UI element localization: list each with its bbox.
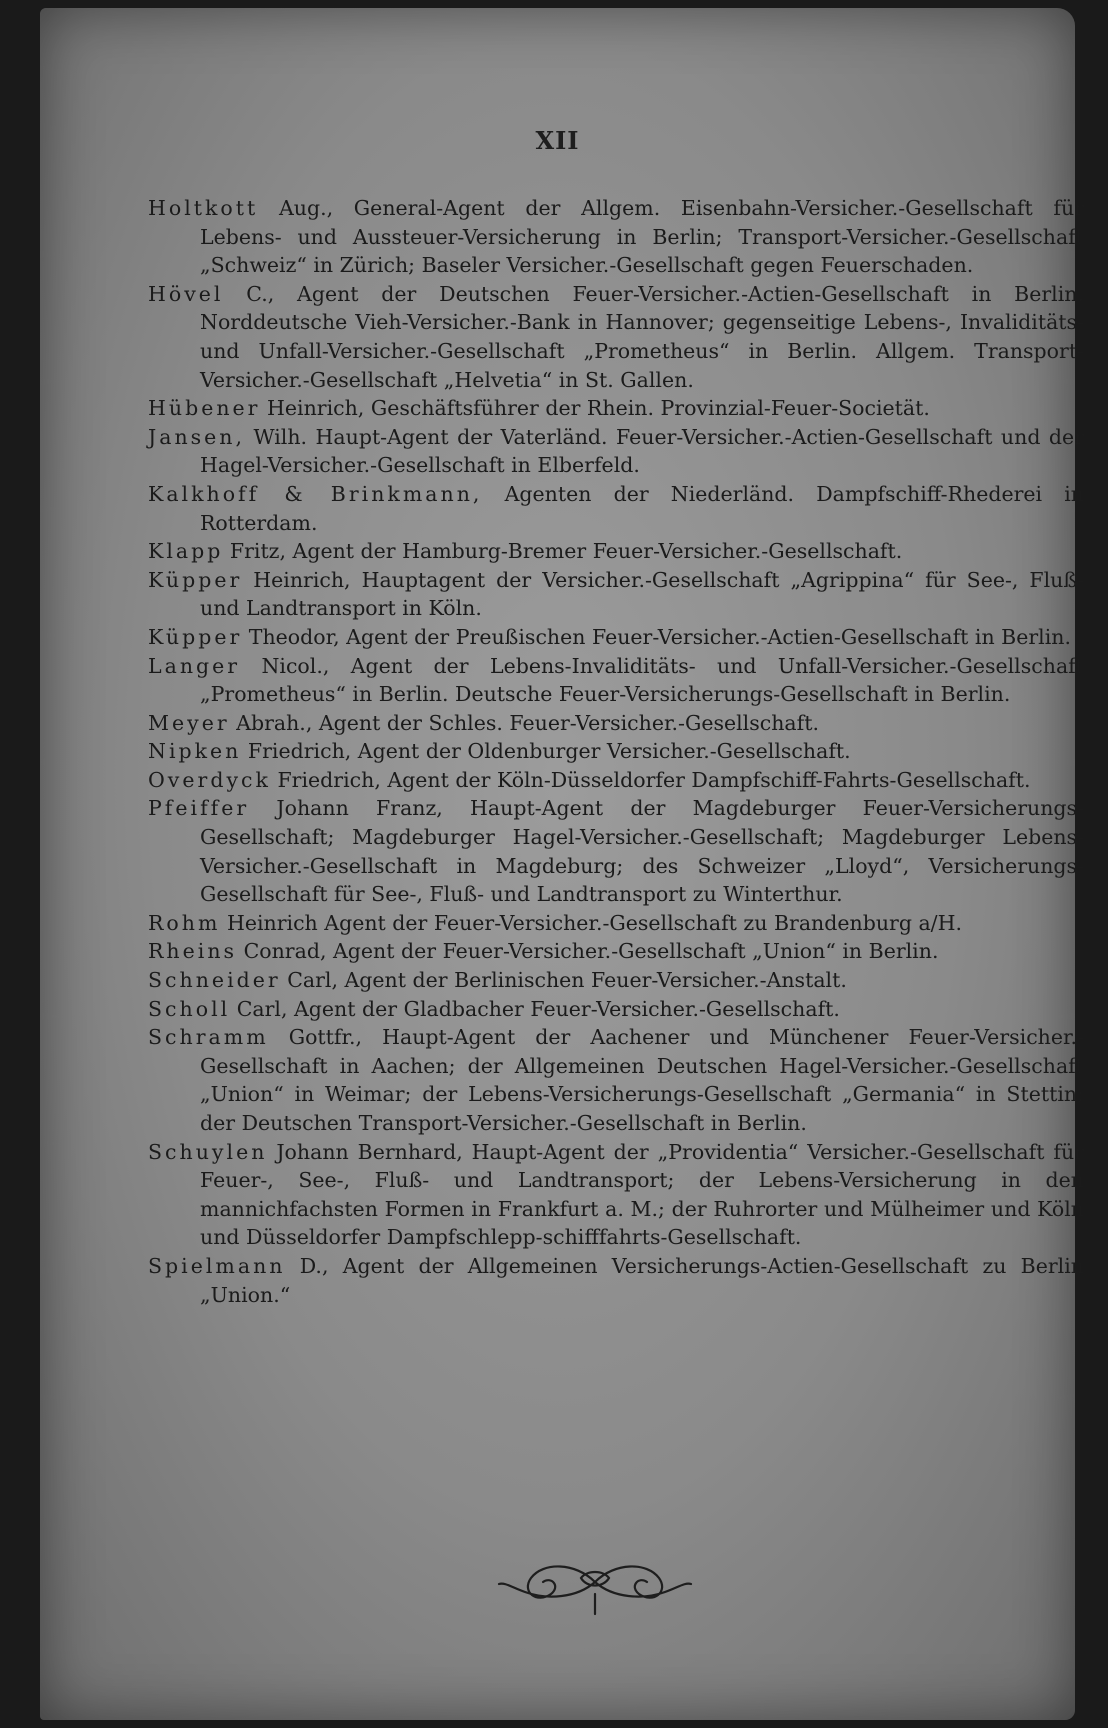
list-entry: [148, 1023, 1084, 1137]
entry-text: Heinrich Agent der Feuer-Versicher.-Gesellschaft zu Brandenburg a/H.: [220, 910, 962, 935]
ornament-icon: [495, 1548, 695, 1628]
list-entry: [148, 995, 1084, 1024]
list-entry: [148, 537, 1084, 566]
list-entry: [148, 766, 1084, 795]
entry-text: C., Agent der Deutschen Feuer-Versicher.-Actien-Gesellschaft in Berlin. Norddeutsche Vieh-Versicher.-Bank in Hannover; gegenseitige Lebens-, Invaliditäts- und Unfall-Versicher.-Gesellschaft „Prometheus“ in Berlin. Allgem. Transport-Versicher.-Gesellschaft „Helvetia“ in St. Gallen.: [200, 281, 1084, 392]
entry-name: Hövel: [148, 281, 224, 306]
entry-name: Rohm: [148, 910, 221, 935]
entry-name: Küpper: [148, 567, 243, 592]
entry-text: Friedrich, Agent der Köln-Düsseldorfer Dampfschiff-Fahrts-Gesellschaft.: [270, 767, 1031, 792]
list-entry: [148, 794, 1084, 908]
entry-text: Aug., General-Agent der Allgem. Eisenbahn-Versicher.-Gesellschaft für Lebens- und Aussteuer-Versicherung in Berlin; Transport-Versicher.-Gesellschaft „Schweiz“ in Zürich; Baseler Versicher.-Gesellschaft gegen Feuerschaden.: [200, 196, 1084, 278]
entry-text: Gottfr., Haupt-Agent der Aachener und Münchener Feuer-Versicher.-Gesellschaft in Aachen; der Allgemeinen Deutschen Hagel-Versicher.-Gesellschaft „Union“ in Weimar; der Lebens-Versicherungs-Gesellschaft „Germania“ in Stettin; der Deutschen Transport-Versicher.-Gesellschaft in Berlin.: [200, 1025, 1084, 1135]
entry-text: Wilh. Haupt-Agent der Vaterländ. Feuer-Versicher.-Actien-Gesellschaft und der Hagel-Versicher.-Gesellschaft in Elberfeld.: [200, 424, 1084, 478]
entry-text: Friedrich, Agent der Oldenburger Versicher.-Gesellschaft.: [241, 739, 851, 764]
entry-text: D., Agent der Allgemeinen Versicherungs-Actien-Gesellschaft zu Berlin „Union.“: [200, 1253, 1084, 1307]
entry-name: Overdyck: [148, 767, 271, 792]
entry-name: Rheins: [148, 939, 238, 964]
entry-name: Meyer: [148, 710, 230, 735]
entry-name: Küpper: [148, 624, 243, 649]
entry-text: Nicol., Agent der Lebens-Invaliditäts- und Unfall-Versicher.-Gesellschaft „Prometheus“ in Berlin. Deutsche Feuer-Versicherungs-Gesellschaft in Berlin.: [200, 653, 1084, 707]
entry-name: Klapp: [148, 539, 224, 564]
list-entry: [148, 480, 1084, 537]
entry-name: Jansen,: [148, 424, 246, 449]
entry-text: Fritz, Agent der Hamburg-Bremer Feuer-Versicher.-Gesellschaft.: [223, 539, 903, 564]
list-entry: [148, 194, 1084, 280]
entry-name: Schuylen: [148, 1139, 268, 1164]
entry-name: Schramm: [148, 1025, 269, 1050]
list-entry: [148, 737, 1084, 766]
entry-name: Hübener: [148, 396, 261, 421]
entry-text: Carl, Agent der Gladbacher Feuer-Versicher.-Gesellschaft.: [230, 996, 840, 1021]
entry-text: Theodor, Agent der Preußischen Feuer-Versicher.-Actien-Gesellschaft in Berlin.: [242, 624, 1072, 649]
entry-name: Nipken: [148, 739, 242, 764]
entry-text: Johann Franz, Haupt-Agent der Magdeburger Feuer-Versicherungs-Gesellschaft; Magdeburger Hagel-Versicher.-Gesellschaft; Magdeburger Lebens-Versicher.-Gesellschaft in Magdeburg; des Schweizer „Lloyd“, Versicherungs-Gesellschaft für See-, Fluß- und Landtransport zu Winterthur.: [200, 796, 1084, 907]
entry-name: Langer: [148, 653, 241, 678]
book-page: [40, 8, 1084, 1720]
list-entry: [148, 566, 1084, 623]
entry-text: Conrad, Agent der Feuer-Versicher.-Gesellschaft „Union“ in Berlin.: [237, 939, 939, 964]
list-entry: [148, 652, 1084, 709]
agent-list: [148, 194, 1084, 1309]
entry-text: Johann Bernhard, Haupt-Agent der „Providentia“ Versicher.-Gesellschaft für Feuer-, See-, Fluß- und Landtransport; der Lebens-Versicherung in den mannichfachsten Formen in Frankfurt a. M.; der Ruhrorter und Mülheimer und Köln und Düsseldorfer Dampfschlepp-schifffahrts-Gesellschaft.: [200, 1139, 1084, 1250]
entry-text: Abrah., Agent der Schles. Feuer-Versicher.-Gesellschaft.: [229, 710, 819, 735]
list-entry: [148, 966, 1084, 995]
list-entry: [148, 909, 1084, 938]
entry-name: Pfeiffer: [148, 796, 250, 821]
entry-name: Scholl: [148, 996, 231, 1021]
list-entry: [148, 623, 1084, 652]
list-entry: [148, 394, 1084, 423]
entry-text: Carl, Agent der Berlinischen Feuer-Versicher.-Anstalt.: [280, 968, 847, 993]
entry-text: Agenten der Niederländ. Dampfschiff-Rhederei in Rotterdam.: [200, 481, 1084, 535]
list-entry: [148, 423, 1084, 480]
list-entry: [148, 1252, 1084, 1309]
list-entry: [148, 280, 1084, 394]
entry-name: Kalkhoff & Brinkmann,: [148, 481, 483, 506]
page-number: XII: [535, 126, 580, 155]
entry-name: Spielmann: [148, 1253, 286, 1278]
list-entry: [148, 709, 1084, 738]
entry-text: Heinrich, Geschäftsführer der Rhein. Provinzial-Feuer-Societät.: [260, 396, 930, 421]
entry-name: Holtkott: [148, 196, 259, 220]
entry-text: Heinrich, Hauptagent der Versicher.-Gesellschaft „Agrippina“ für See-, Fluß- und Landtransport in Köln.: [200, 567, 1084, 621]
list-entry: [148, 937, 1084, 966]
entry-name: Schneider: [148, 968, 281, 993]
list-entry: [148, 1138, 1084, 1252]
